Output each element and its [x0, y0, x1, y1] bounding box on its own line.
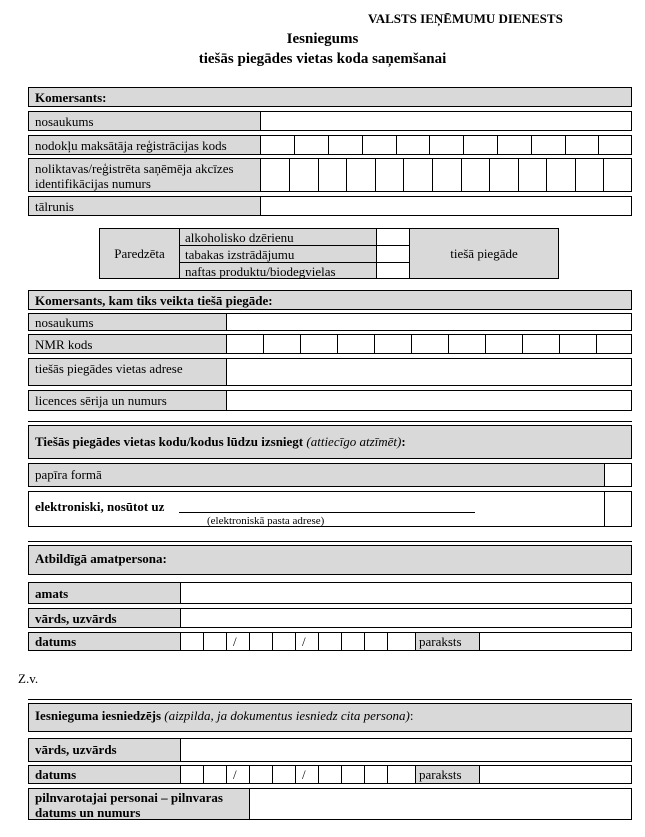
intended-checkbox-alcohol[interactable] [376, 228, 410, 246]
section-divider [28, 421, 632, 422]
intended-item-fuel: naftas produktu/biodegvielas [179, 262, 377, 279]
intended-label: Paredzēta [99, 228, 180, 279]
issuance-paper-checkbox[interactable] [604, 463, 632, 487]
recipient-address-field[interactable] [226, 358, 632, 386]
recipient-name-label: nosaukums [28, 313, 227, 331]
section-divider [28, 699, 632, 700]
section-divider [28, 541, 632, 542]
official-date-field[interactable]: / / [180, 632, 416, 651]
recipient-nmr-label: NMR kods [28, 334, 227, 354]
official-position-field[interactable] [180, 582, 632, 604]
submitter-section-heading: Iesnieguma iesniedzējs (aizpilda, ja dokumentus iesniedz cita persona): [28, 703, 632, 732]
recipient-nmr-field[interactable] [226, 334, 632, 354]
merchant-name-field[interactable] [260, 111, 632, 131]
intended-checkbox-tobacco[interactable] [376, 245, 410, 263]
merchant-name-label: nosaukums [28, 111, 261, 131]
merchant-excise-label: noliktavas/reģistrēta saņēmēja akcīzes identifikācijas numurs [28, 158, 261, 192]
merchant-phone-field[interactable] [260, 196, 632, 216]
issuance-paper-label: papīra formā [28, 463, 605, 487]
official-signature-label: paraksts [415, 632, 480, 651]
official-name-label: vārds, uzvārds [28, 608, 181, 628]
merchant-phone-label: tālrunis [28, 196, 261, 216]
seal-placeholder: Z.v. [18, 671, 39, 686]
intended-item-alcohol: alkoholisko dzērienu [179, 228, 377, 246]
submitter-date-field[interactable]: / / [180, 765, 416, 784]
submitter-poa-field[interactable] [249, 788, 632, 820]
official-name-field[interactable] [180, 608, 632, 628]
recipient-section-heading: Komersants, kam tiks veikta tiešā piegāde: [28, 290, 632, 310]
official-section-heading: Atbildīgā amatpersona: [28, 545, 632, 575]
official-date-label: datums [28, 632, 181, 651]
agency-name: VALSTS IEŅĒMUMU DIENESTS [368, 11, 563, 26]
intended-item-tobacco: tabakas izstrādājumu [179, 245, 377, 263]
submitter-poa-label: pilnvarotajai personai – pilnvaras datums un numurs [28, 788, 250, 820]
submitter-date-label: datums [28, 765, 181, 784]
issuance-electronic-row: elektroniski, nosūtot uz (elektroniskā pasta adrese) [28, 491, 605, 527]
form-subtitle: tiešās piegādes vietas koda saņemšanai [198, 51, 447, 67]
email-underline[interactable] [179, 512, 475, 513]
intended-checkbox-fuel[interactable] [376, 262, 410, 279]
merchant-section-heading: Komersants: [28, 87, 632, 107]
submitter-name-field[interactable] [180, 738, 632, 762]
submitter-signature-field[interactable] [479, 765, 632, 784]
issuance-section-heading: Tiešās piegādes vietas kodu/kodus lūdzu izsniegt (attiecīgo atzīmēt): [28, 425, 632, 459]
submitter-signature-label: paraksts [415, 765, 480, 784]
recipient-name-field[interactable] [226, 313, 632, 331]
recipient-licence-field[interactable] [226, 390, 632, 411]
merchant-tax-code-label: nodokļu maksātāja reģistrācijas kods [28, 135, 261, 155]
merchant-tax-code-field[interactable] [260, 135, 632, 155]
form-title: Iesniegums [286, 31, 359, 47]
issuance-electronic-checkbox[interactable] [604, 491, 632, 527]
recipient-licence-label: licences sērija un numurs [28, 390, 227, 411]
recipient-address-label: tiešās piegādes vietas adrese [28, 358, 227, 386]
direct-delivery-label: tiešā piegāde [409, 228, 559, 279]
official-position-label: amats [28, 582, 181, 604]
merchant-excise-field[interactable] [260, 158, 632, 192]
submitter-name-label: vārds, uzvārds [28, 738, 181, 762]
official-signature-field[interactable] [479, 632, 632, 651]
